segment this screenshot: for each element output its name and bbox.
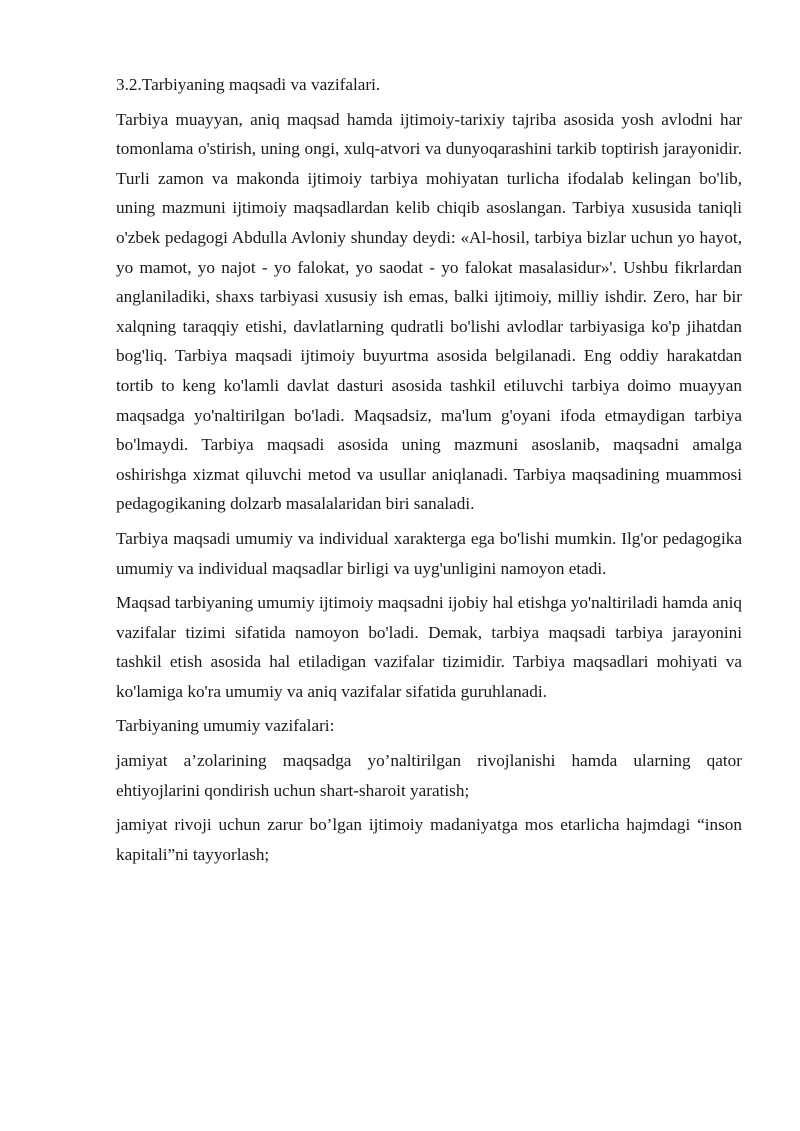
document-page [116,70,742,874]
paragraph-intro: Tarbiya muayyan, aniq maqsad hamda ijtimoiy-tarixiy tajriba asosida yosh avlodni har tomonlama o'stirish, uning ongi, xulq-atvori va dunyoqarashini tarkib toptirish jarayonidir. Turli zamon va makonda ijtimoiy tarbiya mohiyatan turlicha ifodalab kelingan bo'lib, uning mazmuni ijtimoiy maqsadlardan kelib chiqib asoslangan. Tarbiya xususida taniqli o'zbek pedagogi Abdulla Avloniy shunday deydi: «Al-hosil, tarbiya bizlar uchun yo hayot, yo mamot, yo najot - yo falokat, yo saodat - yo falokat masalasidur»'. Ushbu fikrlardan anglaniladiki, shaxs tarbiyasi xususiy ish emas, balki ijtimoiy, milliy ishdir. Zero, har bir xalqning taraqqiy etishi, davlatlarning qudratli bo'lishi avlodlar tarbiyasiga ko'p jihatdan bog'liq. Tarbiya maqsadi ijtimoiy buyurtma asosida belgilanadi. Eng oddiy harakatdan tortib to keng ko'lamli davlat dasturi asosida tashkil etiluvchi tarbiya doimo muayyan maqsadga yo'naltirilgan bo'ladi. Maqsadsiz, ma'lum g'oyani ifoda etmaydigan tarbiya bo'lmaydi. Tarbiya maqsadi asosida uning mazmuni asoslanib, maqsadni amalga oshirishga xizmat qiluvchi metod va usullar aniqlanadi. Tarbiya maqsadining muammosi pedagogikaning dolzarb masalalaridan biri sanaladi. [116,109,742,514]
paragraph-goal-types: Tarbiya maqsadi umumiy va individual xarakterga ega bo'lishi mumkin. Ilg'or pedagogika umumiy va individual maqsadlar birligi va uyg'unligini namoyon etadi. [116,528,742,578]
list-item-task-2: jamiyat rivoji uchun zarur bo’lgan ijtimoiy madaniyatga mos etarlicha hajmdagi “inson kapitali”ni tayyorlash; [116,815,742,864]
list-item-task-1: jamiyat a’zolarining maqsadga yo’naltirilgan rivojlanishi hamda ularning qator ehtiyojlarini qondirish uchun shart-sharoit yaratish; [116,751,742,800]
paragraph-goal-tasks: Maqsad tarbiyaning umumiy ijtimoiy maqsadni ijobiy hal etishga yo'naltiriladi hamda aniq vazifalar tizimi sifatida namoyon bo'ladi. Demak, tarbiya maqsadi tarbiya jarayonini tashkil etish asosida hal etiladigan vazifalar tizimidir. Tarbiya maqsadlari mohiyati va ko'lamiga ko'ra umumiy va aniq vazifalar sifatida guruhlanadi. [116,593,742,701]
section-heading: 3.2.Tarbiyaning maqsadi va vazifalari. [116,75,381,94]
paragraph-general-tasks-title: Tarbiyaning umumiy vazifalari: [116,716,335,736]
